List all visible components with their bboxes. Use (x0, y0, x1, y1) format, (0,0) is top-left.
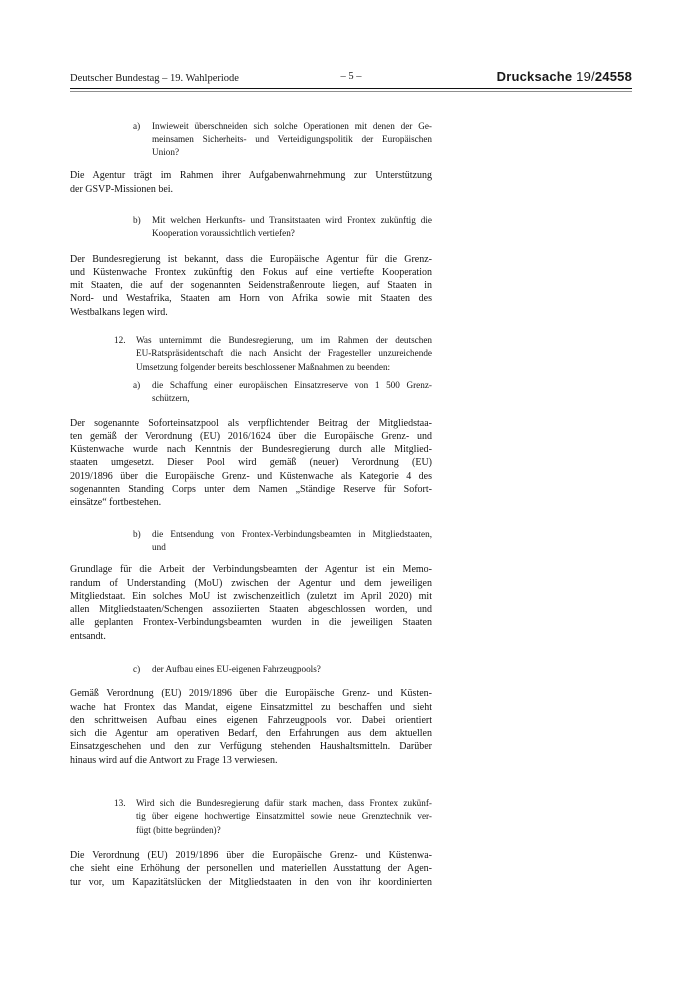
answer-paragraph (70, 563, 432, 643)
text-line: alle geplanten Frontex-Verbindungsbeamten wurden in die jeweiligen Staaten (70, 617, 432, 629)
drucksache-label: Drucksache (496, 69, 573, 84)
block-text (70, 687, 432, 767)
text-line: meinsamen Sicherheits- und Verteidigungspolitik der Europäischen (152, 133, 432, 144)
text-line: tur vor, um Kapazitätslücken der Mitgliedstaaten in den von ihr koordinierten (70, 876, 432, 888)
answer-paragraph (70, 687, 432, 767)
question-item (70, 797, 432, 837)
text-line: Die Verordnung (EU) 2019/1896 über die Europäische Grenz- und Küstenwa- (70, 849, 432, 861)
sub-question-item (70, 379, 432, 406)
document-number-value: 24558 (594, 69, 632, 84)
sub-question-item (70, 214, 432, 241)
answer-paragraph (70, 417, 432, 510)
sub-question-letter: c) (133, 664, 141, 674)
text-line: tig über eigene hochwertige Einsatzmittel sowie neue Grenztechnik ver- (136, 811, 432, 822)
block-text (70, 849, 432, 889)
text-line: Inwieweit überschneiden sich solche Operationen mit denen der Ge- (152, 120, 432, 131)
text-line: Der Bundesregierung ist bekannt, dass die Europäische Agentur für die Grenz- (70, 253, 432, 265)
text-line: randum of Understanding (MoU) zwischen der Agentur und dem jeweiligen (70, 577, 432, 589)
document-number-prefix: 19/ (576, 69, 595, 84)
text-line: Westbalkans legen wird. (70, 306, 168, 318)
text-line: staaten umgesetzt. Dieser Pool wird gemäß (neuer) Verordnung (EU) (70, 457, 432, 469)
sub-question-item (70, 663, 432, 676)
block-text (152, 120, 432, 160)
text-line: Küstenwache wurde nach Kenntnis der Bundesregierung durch alle Mitglied- (70, 444, 432, 456)
text-line: entsandt. (70, 630, 106, 642)
text-line: EU-Ratspräsidentschaft die nach Ansicht der Fragesteller unzureichende (136, 348, 432, 359)
question-item (70, 334, 432, 374)
page-header (70, 0, 632, 92)
block-text (70, 253, 432, 319)
text-line: Einsatzgeschehen und den zur Verfügung stehenden Haushaltsmitteln. Darüber (70, 741, 432, 753)
text-line: mit Staaten, die auf der sogenannten Seidenstraßenroute liegen, auf Staaten in (70, 280, 432, 292)
answer-paragraph (70, 169, 432, 196)
text-line: Kooperation voraussichtlich vertiefen? (152, 228, 295, 239)
text-line: Mit welchen Herkunfts- und Transitstaaten wird Frontex zukünftig die (152, 214, 432, 225)
block-text (70, 169, 432, 196)
text-line: sogenannten Standing Corps unter dem Namen „Ständige Reserve für Sofort- (70, 484, 432, 496)
text-line: und Küstenwache Frontex zukünftig den Fokus auf eine vertiefte Kooperation (70, 266, 432, 278)
sub-question-letter: a) (133, 379, 141, 390)
text-line: wache hat Frontex das Mandat, eigene Einsatzmittel zu beschaffen und sieht (70, 701, 432, 713)
text-line: der Aufbau eines EU-eigenen Fahrzeugpools? (152, 664, 321, 674)
text-line: Umsetzung folgender bereits beschlossener Maßnahmen zu beenden: (136, 361, 391, 372)
text-line: ten gemäß der Verordnung (EU) 2016/1624 über die Europäische Grenz- und (70, 430, 432, 442)
sub-question-letter: a) (133, 120, 141, 131)
document-body (70, 92, 432, 889)
block-text (152, 379, 432, 406)
question-number: 12. (114, 335, 126, 346)
text-line: 2019/1896 über die Europäische Grenz- und Küstenwache als Kategorie 4 des (70, 470, 432, 482)
block-text (152, 528, 432, 555)
header-parliament-label: Deutscher Bundestag – 19. Wahlperiode (70, 73, 239, 84)
answer-paragraph (70, 849, 432, 889)
document-number (497, 70, 632, 83)
text-line: die Entsendung von Frontex-Verbindungsbeamten in Mitgliedstaaten, (152, 528, 432, 539)
text-line: Wird sich die Bundesregierung dafür stark machen, dass Frontex zukünf- (136, 798, 432, 809)
text-line: Nord- und Westafrika, Staaten am Horn von Afrika sowie mit Staaten des (70, 293, 432, 305)
text-line: Was unternimmt die Bundesregierung, um im Rahmen der deutschen (136, 335, 432, 346)
sub-question-item (70, 120, 432, 160)
text-line: Union? (152, 147, 180, 158)
block-text (70, 417, 432, 510)
text-line: der GSVP-Missionen bei. (70, 183, 174, 195)
text-line: den schrittweisen Aufbau eines eigenen Fahrzeugpools vor. Dabei orientiert (70, 714, 432, 726)
text-line: Die Agentur trägt im Rahmen ihrer Aufgabenwahrnehmung zur Unterstützung (70, 170, 432, 182)
text-line: fügt (bitte begründen)? (136, 824, 221, 835)
block-text (152, 214, 432, 241)
header-rule (70, 88, 632, 89)
block-text (136, 797, 432, 837)
text-line: sich die Agentur am operativen Bedarf, den Erfahrungen aus dem aktuellen (70, 728, 432, 740)
text-line: schützern, (152, 393, 190, 404)
text-line: allen Mitgliedstaaten/Schengen assoziierten Staaten abgeschlossen worden, und (70, 604, 432, 616)
text-line: Grundlage für die Arbeit der Verbindungsbeamten der Agentur ist ein Memo- (70, 564, 432, 576)
question-number: 13. (114, 798, 126, 809)
block-text (152, 663, 432, 676)
sub-question-letter: b) (133, 528, 141, 539)
text-line: Der sogenannte Soforteinsatzpool als verpflichtender Beitrag der Mitgliedstaa- (70, 417, 432, 429)
text-line: che sieht eine Erhöhung der personellen und materiellen Ausstattung der Agen- (70, 863, 432, 875)
text-line: Mitgliedstaat. Ein solches MoU ist zwischenzeitlich (zuletzt im April 2020) mit (70, 590, 432, 602)
text-line: die Schaffung einer europäischen Einsatzreserve von 1 500 Grenz- (152, 379, 432, 390)
sub-question-item (70, 528, 432, 555)
answer-paragraph (70, 253, 432, 319)
text-line: und (152, 541, 166, 552)
text-line: einsätze“ fortbestehen. (70, 497, 162, 509)
block-text (70, 563, 432, 643)
text-line: Gemäß Verordnung (EU) 2019/1896 über die Europäische Grenz- und Küsten- (70, 688, 432, 700)
block-text (136, 334, 432, 374)
text-line: hinaus wird auf die Antwort zu Frage 13 verwiesen. (70, 754, 278, 766)
sub-question-letter: b) (133, 214, 141, 225)
page-number: – 5 – (340, 71, 362, 82)
